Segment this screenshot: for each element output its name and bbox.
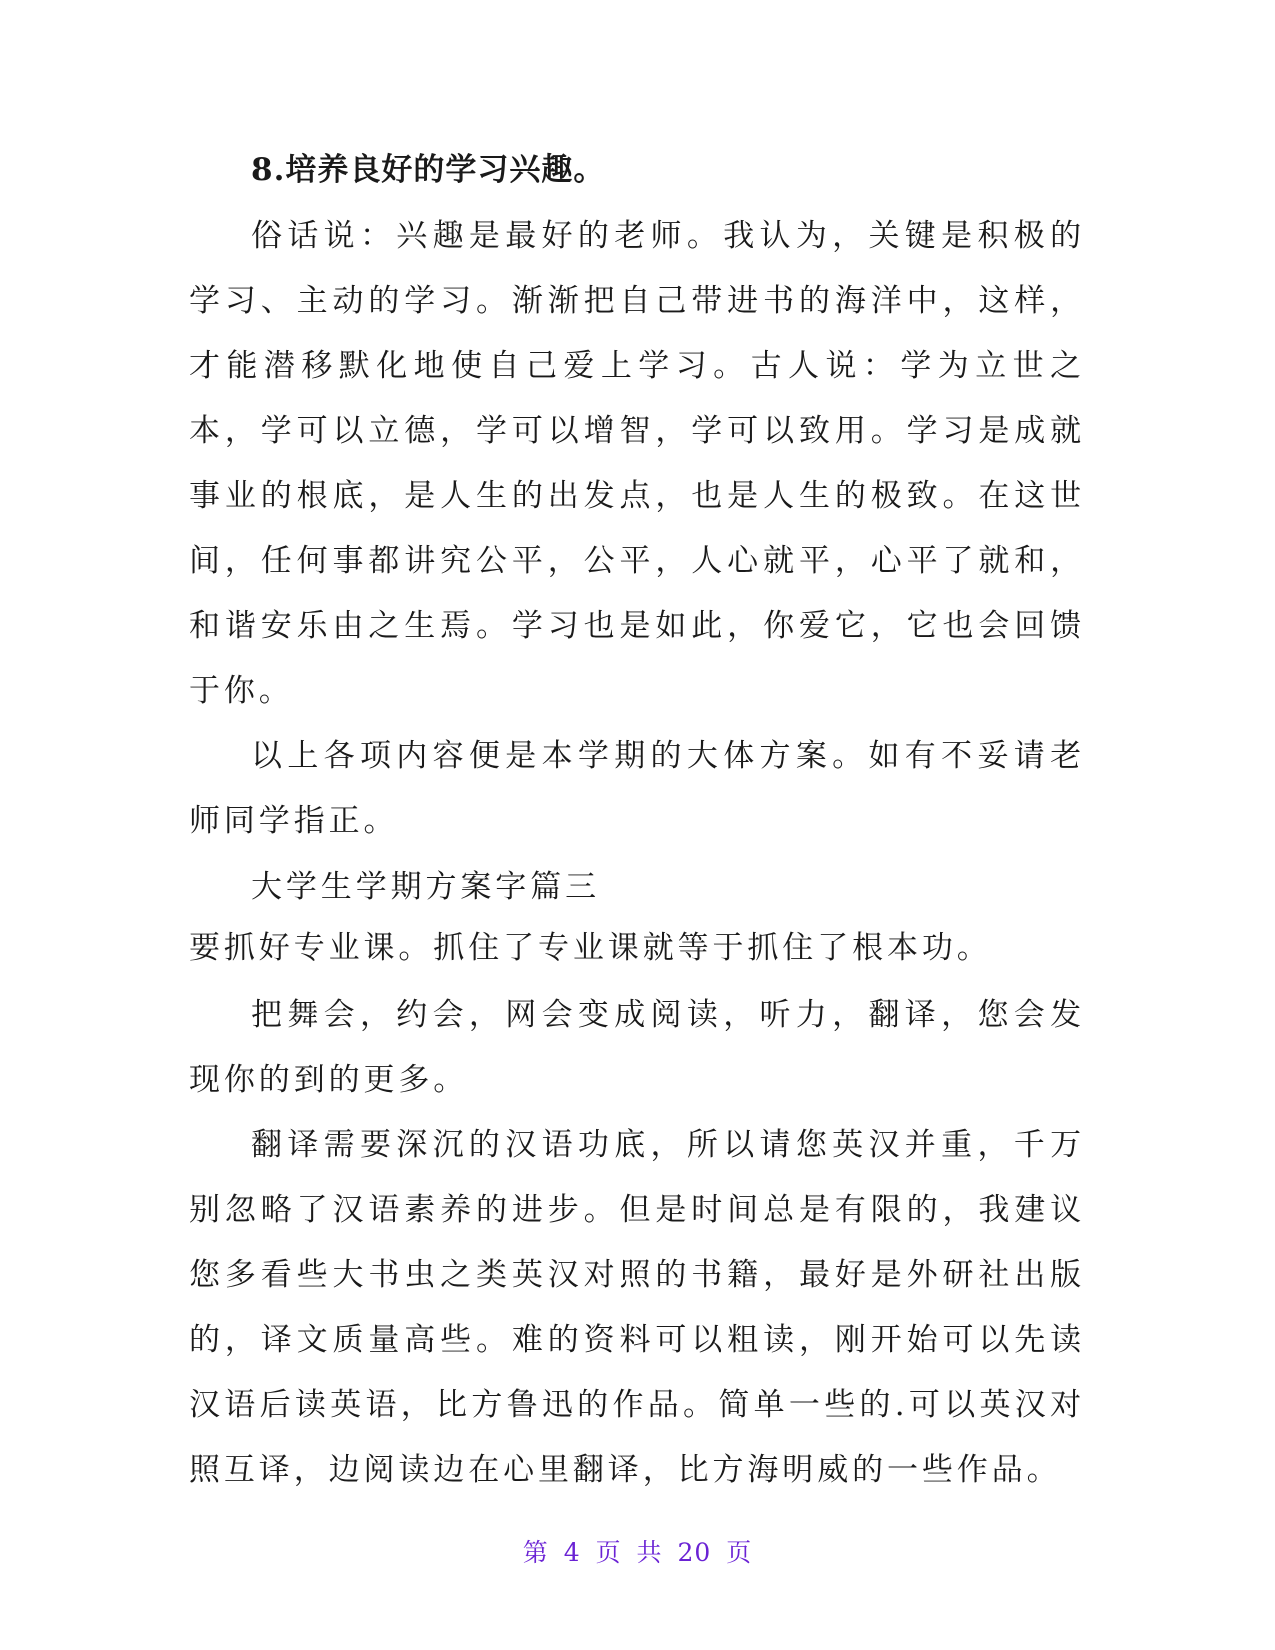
document-body [189,142,1085,1503]
section-title: 大学生学期方案字篇三 [251,869,600,905]
paragraph-translation: 翻译需要深沉的汉语功底，所以请您英汉并重，千万别忽略了汉语素养的进步。但是时间总是有限的，我建议您多看些大书虫之类英汉对照的书籍，最好是外研社出版的，译文质量高些。难的资料可以粗读，刚开始可以先读汉语后读英语，比方鲁迅的作品。简单一些的.可以英汉对照互译，边阅读边在心里翻译，比方海明威的一些作品。 [189,1127,1085,1488]
section-heading: 8.培养良好的学习兴趣。 [251,152,606,188]
paragraph-interest: 俗话说：兴趣是最好的老师。我认为，关键是积极的学习、主动的学习。渐渐把自己带进书的海洋中，这样，才能潜移默化地使自己爱上学习。古人说：学为立世之本，学可以立德，学可以增智，学可以致用。学习是成就事业的根底，是人生的出发点，也是人生的极致。在这世间，任何事都讲究公平，公平，人心就平，心平了就和，和谐安乐由之生焉。学习也是如此，你爱它，它也会回馈于你。 [189,218,1085,709]
page-number-footer: 第 4 页 共 20 页 [522,1538,753,1567]
paragraph-reading: 把舞会，约会，网会变成阅读，听力，翻译，您会发现你的到的更多。 [189,997,1085,1098]
paragraph-summary: 以上各项内容便是本学期的大体方案。如有不妥请老师同学指正。 [189,738,1085,839]
lead-line: 要抓好专业课。抓住了专业课就等于抓住了根本功。 [189,930,992,966]
